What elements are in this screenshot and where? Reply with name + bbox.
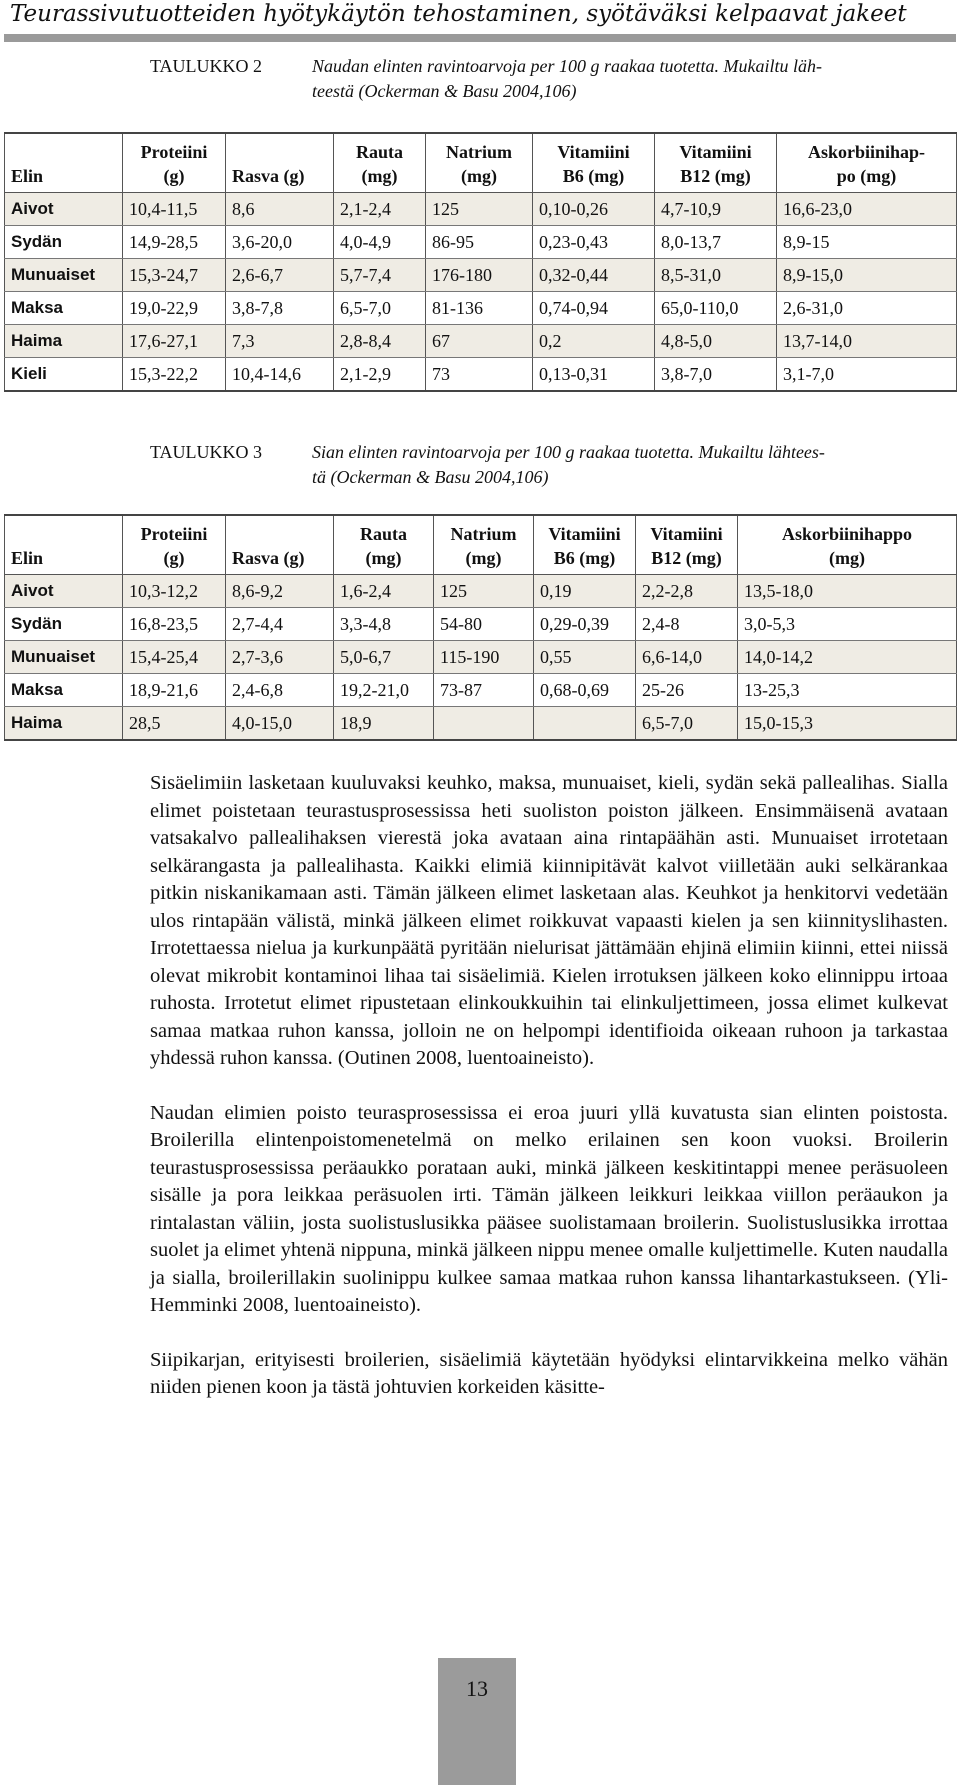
table2-caption-line: Naudan elinten ravintoarvoja per 100 g raakaa tuotetta. Mukailtu läh- [312,56,822,76]
table3-header-line: Rauta [359,524,407,544]
table-cell: 2,2-2,8 [636,575,738,608]
table-cell: 15,4-25,4 [123,641,226,674]
table3-header-line: Natrium [450,524,517,544]
table-cell: 5,0-6,7 [334,641,434,674]
table3-header-line [11,522,120,546]
table-cell: 8,9-15,0 [777,259,957,292]
table-cell: 15,3-22,2 [123,358,226,392]
table-cell: 67 [426,325,533,358]
table2-body [5,193,957,392]
table-cell: 1,6-2,4 [334,575,434,608]
table3-header-line: B12 (mg) [651,548,722,568]
table3-header-line: Vitamiini [650,524,723,544]
table-cell: 125 [426,193,533,226]
table3-label: TAULUKKO 3 [150,442,263,462]
table-cell: 0,55 [534,641,636,674]
table2-header-line: Askorbiinihap- [807,142,926,162]
table-cell: 19,0-22,9 [123,292,226,325]
table-row [5,325,957,358]
table-cell: 0,13-0,31 [533,358,655,392]
table-cell: 8,6-9,2 [226,575,334,608]
table-cell: 86-95 [426,226,533,259]
table-cell: 8,5-31,0 [655,259,777,292]
table-cell: 15,0-15,3 [738,707,957,741]
row-header-cell: Aivot [5,575,123,608]
table2-header-line: Natrium [446,142,512,162]
table-cell: 2,1-2,9 [334,358,426,392]
table-cell: 10,4-14,6 [226,358,334,392]
table2-header-cell [123,133,226,193]
table-cell: 0,68-0,69 [534,674,636,707]
table-row [5,674,957,707]
body-paragraph-1: Sisäelimiin lasketaan kuuluvaksi keuhko, maksa, munuaiset, kieli, sydän sekä pallealihas. Sialla elimet poistetaan teurastusprosessissa heti suoliston poiston jälkeen. Ensimmäisenä avataan vatsakalvo pallealihaksen vierestä joka avataan aina rintapäähän asti. Munuaiset irrotetaan selkärangasta ja pallealihasta. Kaikki elimiä kiinnipitävät kalvot viilletään auki selkärankaa pitkin niskanikamaan asti. Tämän jälkeen elimet lasketaan alas. Keuhkot ja henkitorvi vedetään ulos rintapään välistä, minkä jälkeen elimet roikkuvat vapaasti kielen ja sen kiinnityslihasten. Irrotettaessa nielua ja kurkunpäätä pyritään nielurisat jättämään ehjinä elimiin kiinni, ettei niissä olevat mikrobit kontaminoi lihaa tai sisäelimiä. Kielen irrotuksen jälkeen koko elinnippu irtoaa ruhosta. Irrotetut elimet ripustetaan elinkoukkuihin tai elinkuljettimeen, jossa elimet kulkevat samaa matkaa ruhon kanssa, jolloin ne on helpompi identifioida oikeaan ruhoon ja tarkastaa yhdessä ruhon kanssa. (Outinen 2008, luentoaineisto). [150,772,948,1069]
table3-header-line: Askorbiinihappo [781,524,913,544]
table-cell: 0,19 [534,575,636,608]
table3-header-line [232,522,331,546]
row-header-cell: Kieli [5,358,123,392]
table2-header-cell [426,133,533,193]
table-row [5,292,957,325]
table-cell: 3,8-7,8 [226,292,334,325]
table3-header-cell [636,515,738,575]
table-cell: 5,7-7,4 [334,259,426,292]
table3-caption-line: tä (Ockerman & Basu 2004,106) [312,467,549,487]
table3-header-cell [226,515,334,575]
row-header-cell: Haima [5,325,123,358]
header-rule [4,34,956,42]
table2-header-line: Proteiini [140,142,208,162]
table-cell: 0,10-0,26 [533,193,655,226]
table-cell: 2,4-8 [636,608,738,641]
table-cell: 0,74-0,94 [533,292,655,325]
table2-header-cell [777,133,957,193]
table-cell: 2,6-31,0 [777,292,957,325]
table-cell: 16,8-23,5 [123,608,226,641]
table2-header-line: (mg) [461,166,497,186]
table3-header-line: Rasva (g) [232,548,305,568]
table2-header-line: Elin [11,166,44,186]
table-cell: 17,6-27,1 [123,325,226,358]
table-row [5,707,957,741]
table-cell: 0,23-0,43 [533,226,655,259]
table2-caption-line: teestä (Ockerman & Basu 2004,106) [312,81,577,101]
row-header-cell: Sydän [5,608,123,641]
table3-header-cell [5,515,123,575]
table-cell: 6,6-14,0 [636,641,738,674]
table2-header-cell [334,133,426,193]
table3-caption-line: Sian elinten ravintoarvoja per 100 g raakaa tuotetta. Mukailtu lähtees- [312,442,825,462]
table-cell: 73-87 [434,674,534,707]
table2-caption-text [312,54,960,104]
page-number: 13 [466,1676,488,1701]
table2-header-line: B6 (mg) [562,166,625,186]
table-cell: 8,9-15 [777,226,957,259]
table-cell: 4,8-5,0 [655,325,777,358]
table-row [5,226,957,259]
table-cell: 2,4-6,8 [226,674,334,707]
table-cell: 3,3-4,8 [334,608,434,641]
table2-header-line [11,140,120,164]
table-cell: 125 [434,575,534,608]
table-cell: 4,7-10,9 [655,193,777,226]
table2-header-line: Vitamiini [557,142,630,162]
table-row [5,358,957,392]
table-cell: 4,0-4,9 [334,226,426,259]
table-cell: 6,5-7,0 [636,707,738,741]
table3-header-cell [738,515,957,575]
table-cell: 18,9 [334,707,434,741]
row-header-cell: Haima [5,707,123,741]
table3-header-line: (mg) [829,548,865,568]
table-cell: 0,2 [533,325,655,358]
table2-header-line: po (mg) [836,166,897,186]
row-header-cell: Maksa [5,292,123,325]
table-row [5,641,957,674]
table-cell: 25-26 [636,674,738,707]
body-paragraph-3: Siipikarjan, erityisesti broilerien, sisäelimiä käytetään hyödyksi elintarvikkeina melko vähän niiden pienen koon ja tästä johtuvien korkeiden käsitte- [150,1348,948,1398]
running-header: Teurassivutuotteiden hyötykäytön tehostaminen, syötäväksi kelpaavat jakeet [10,1,907,27]
table3-header-line: (mg) [365,548,402,568]
table-cell: 176-180 [426,259,533,292]
table-row [5,259,957,292]
table-cell: 2,7-4,4 [226,608,334,641]
table2-header-line: B12 (mg) [680,166,751,186]
table-cell: 28,5 [123,707,226,741]
table-cell: 18,9-21,6 [123,674,226,707]
table-cell: 54-80 [434,608,534,641]
table3-header-line: (mg) [465,548,502,568]
table-cell: 3,0-5,3 [738,608,957,641]
table3-header-line: (g) [163,548,185,568]
table3-caption-text [312,440,960,490]
table-cell: 81-136 [426,292,533,325]
page-number-box [438,1658,516,1785]
table2-header-line: Rauta [355,142,403,162]
table-cell: 10,4-11,5 [123,193,226,226]
table-cell: 65,0-110,0 [655,292,777,325]
table-cell: 115-190 [434,641,534,674]
table-cell: 73 [426,358,533,392]
table-cell: 2,7-3,6 [226,641,334,674]
table-cell: 10,3-12,2 [123,575,226,608]
table-cell: 13-25,3 [738,674,957,707]
table2-header-cell [655,133,777,193]
table-cell: 0,32-0,44 [533,259,655,292]
table2-header-row [5,133,957,193]
table2-header-cell [5,133,123,193]
table-cell: 2,8-8,4 [334,325,426,358]
table2-header-line [232,140,331,164]
table3-header-line: B6 (mg) [553,548,616,568]
row-header-cell: Aivot [5,193,123,226]
table2-header-line: Rasva (g) [232,166,305,186]
table-cell: 4,0-15,0 [226,707,334,741]
row-header-cell: Maksa [5,674,123,707]
row-header-cell: Sydän [5,226,123,259]
table-cell [534,707,636,741]
table-cell: 13,5-18,0 [738,575,957,608]
row-header-cell: Munuaiset [5,641,123,674]
table-cell [434,707,534,741]
table-cell: 8,0-13,7 [655,226,777,259]
table-cell: 3,6-20,0 [226,226,334,259]
table-cell: 14,0-14,2 [738,641,957,674]
table3-header-cell [534,515,636,575]
table3 [4,514,957,741]
table-cell: 0,29-0,39 [534,608,636,641]
table-cell: 14,9-28,5 [123,226,226,259]
table3-header-row [5,515,957,575]
table-row [5,608,957,641]
table-cell: 13,7-14,0 [777,325,957,358]
body-text [150,770,948,1429]
table3-header-cell [434,515,534,575]
table2 [4,132,957,392]
table-cell: 16,6-23,0 [777,193,957,226]
table3-header-line: Vitamiini [548,524,621,544]
table3-header-cell [334,515,434,575]
table-cell: 6,5-7,0 [334,292,426,325]
table3-header-line: Proteiini [140,524,208,544]
table-cell: 3,1-7,0 [777,358,957,392]
table3-header-cell [123,515,226,575]
table-cell: 7,3 [226,325,334,358]
table-cell: 3,8-7,0 [655,358,777,392]
table-cell: 15,3-24,7 [123,259,226,292]
table2-header-cell [533,133,655,193]
row-header-cell: Munuaiset [5,259,123,292]
table3-body [5,575,957,741]
table2-header-line: (mg) [361,166,398,186]
body-paragraph-2: Naudan elimien poisto teurasprosessissa ei eroa juuri yllä kuvatusta sian elinten poistosta. Broilerilla elintenpoistomenetelmä on melko erilainen sen koon vuoksi. Broilerin teurastusprosessissa peräaukko porataan auki, minkä jälkeen keskitintappi menee peräsuoleen sisälle ja pora leikkaa peräsuolen irti. Tämän jälkeen leikkuri leikkaa viillon peräaukon ja rintalastan väliin, josta suolistuslusikka pääsee suolistamaan broilerin. Suolistuslusikka irrottaa suolet ja elimet yhtenä nippuna, minkä jälkeen nippu menee omalle kuljettimelle. Kuten naudalla ja sialla, broilerillakin suolinippu kulkee samaa matkaa ruhon kanssa lihantarkastukseen. (Yli-Hemminki 2008, luentoaineisto). [150,1101,948,1316]
table-cell: 19,2-21,0 [334,674,434,707]
table2-header-cell [226,133,334,193]
table-cell: 2,1-2,4 [334,193,426,226]
table2-label: TAULUKKO 2 [150,56,263,76]
table-cell: 2,6-6,7 [226,259,334,292]
table-row [5,193,957,226]
table-cell: 8,6 [226,193,334,226]
table2-header-line: Vitamiini [679,142,752,162]
table2-header-line: (g) [163,166,185,186]
table3-header-line: Elin [11,548,44,568]
table-row [5,575,957,608]
